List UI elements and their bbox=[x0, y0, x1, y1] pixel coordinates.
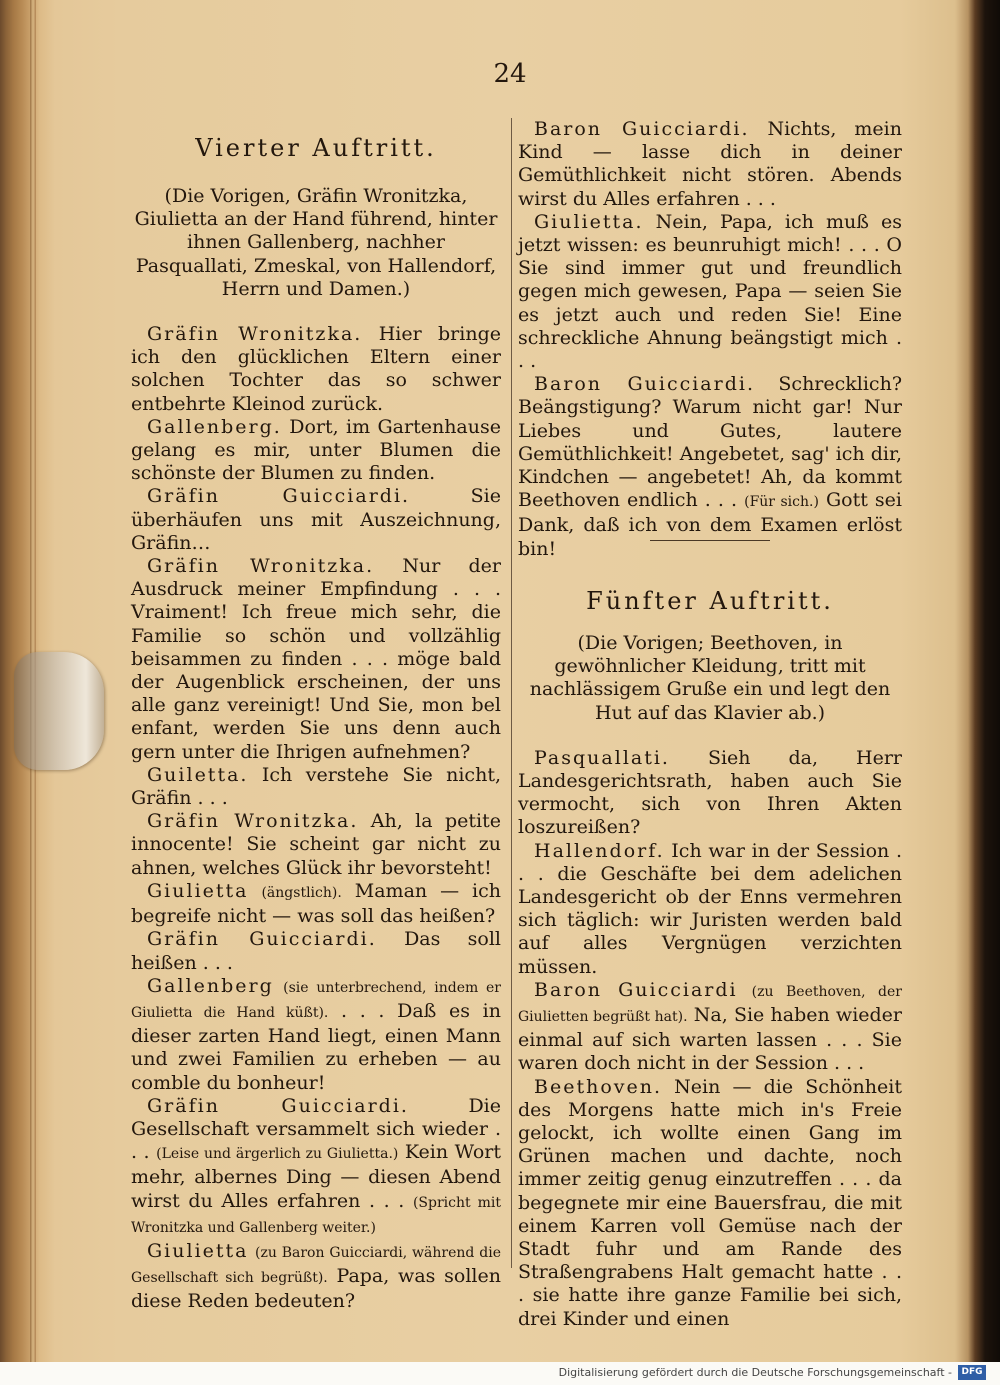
speech-text: Ich verstehe Sie nicht, Gräfin . . . bbox=[131, 763, 501, 810]
speech-text: Das soll heißen . . . bbox=[131, 928, 502, 974]
speech bbox=[131, 880, 501, 928]
speech-text: Papa, was sollen diese Reden bedeuten? bbox=[131, 1265, 501, 1313]
speech bbox=[131, 928, 501, 974]
column-divider bbox=[511, 118, 512, 1268]
scene-divider bbox=[650, 540, 770, 541]
direction: (Leise und ärgerlich zu Giulietta.) bbox=[156, 1146, 399, 1163]
speech bbox=[518, 840, 902, 979]
speaker: Baron Guicciardi bbox=[534, 978, 738, 1001]
speaker: Hallendorf. bbox=[534, 839, 665, 862]
speech-text: Maman — ich begreife nicht — was soll das heißen? bbox=[131, 879, 501, 928]
direction: (ängstlich). bbox=[261, 884, 342, 901]
direction: (Spricht mit Wronitzka und Gallenberg weiter.) bbox=[131, 1194, 502, 1236]
speech bbox=[518, 211, 902, 373]
speaker: Gräfin Wronitzka. bbox=[147, 810, 359, 833]
footer-bar bbox=[0, 1362, 1000, 1385]
direction: (Für sich.) bbox=[744, 494, 819, 511]
speech bbox=[518, 979, 902, 1076]
speech-text: . . . Daß es in dieser zarten Hand liegt, einen Mann und zwei Familien zu erheben — au comble du bonheur! bbox=[131, 999, 501, 1094]
speech-text: Gott sei Dank, daß ich von dem Examen erlöst bin! bbox=[518, 489, 903, 560]
scene-heading-left: Vierter Auftritt. bbox=[195, 134, 437, 162]
speaker: Gräfin Guicciardi. bbox=[147, 928, 377, 951]
speech-text: Hier bringe ich den glücklichen Eltern einer solchen Tochter das so schwer entbehrte Kleinod zurück. bbox=[131, 323, 501, 415]
speech-text: Kein Wort mehr, albernes Ding — diesen Abend wirst du Alles erfahren . . . bbox=[131, 1141, 502, 1212]
stage-direction: (Die Vorigen; Beethoven, in gewöhnlicher Kleidung, tritt mit nachlässigem Gruße ein und legt den Hut auf das Klavier ab.) bbox=[529, 632, 891, 724]
funding-note: Digitalisierung gefördert durch die Deutsche Forschungsgemeinschaft - bbox=[558, 1366, 952, 1379]
speech-text: Ich war in der Session . . . die Geschäfte bei dem adelichen Landesgericht ob der Enns vermehren sich täglich: wir Juristen werden bald auf alles Vergnügen verzichten müssen. bbox=[518, 839, 902, 978]
speech bbox=[131, 810, 501, 880]
speech bbox=[131, 1240, 501, 1314]
speech bbox=[131, 975, 501, 1095]
speech bbox=[131, 1095, 501, 1240]
speaker: Baron Guicciardi. bbox=[534, 118, 750, 140]
speech-text: Dort, im Gartenhause gelang es mir, unter Blumen die schönste der Blumen zu finden. bbox=[131, 415, 501, 485]
right-column-top bbox=[518, 118, 902, 561]
page-number: 24 bbox=[493, 59, 527, 89]
speaker: Pasquallati. bbox=[534, 746, 670, 769]
speech-text: Nein — die Schönheit des Morgens hatte mich in's Freie gelockt, ich wollte einen Gang im Grünen machen und dachte, noch immer zeitig genug einzutreffen . . . da begegnete mir eine Bauersfrau, die mit einem Karren voll Gemüse nach der Stadt fuhr und am Rande des Straßengrabens Halt gemacht hatte . . . sie hatte ihre ganze Familie bei sich, drei Kinder und einen bbox=[518, 1075, 902, 1330]
speech-text: Nichts, mein Kind — lasse dich in deiner Gemüthlichkeit nicht stören. Abends wirst du Alles erfahren . . . bbox=[518, 118, 902, 210]
speaker: Baron Guicciardi. bbox=[534, 373, 755, 396]
scene-heading-right: Fünfter Auftritt. bbox=[586, 587, 834, 615]
speaker: Gräfin Guicciardi. bbox=[147, 1094, 409, 1117]
speech bbox=[131, 485, 501, 555]
speech bbox=[518, 747, 902, 840]
speech bbox=[131, 323, 501, 416]
speech bbox=[131, 416, 501, 486]
speech bbox=[131, 764, 501, 810]
dfg-logo: DFG bbox=[958, 1365, 986, 1380]
speech bbox=[518, 118, 902, 211]
speech-text: Nur der Ausdruck meiner Empfindung . . . Vraiment! Ich freue mich sehr, die Familie so schön und vollzählig beisammen zu finden . . . möge bald der Augenblick erscheinen, der uns alle ganz vereinigt! Und Sie, mon bel enfant, werden Sie uns denn auch gern unter die Ihrigen aufnehmen? bbox=[131, 555, 501, 763]
speaker: Gallenberg. bbox=[147, 415, 282, 438]
speech-text: Sie überhäufen uns mit Auszeichnung, Gräfin… bbox=[131, 485, 501, 554]
speaker: Gräfin Guicciardi. bbox=[147, 485, 411, 508]
right-column-bottom bbox=[518, 632, 902, 1331]
speech bbox=[131, 555, 501, 764]
speech bbox=[518, 373, 902, 561]
stage-direction: (Die Vorigen, Gräfin Wronitzka, Giulietta an der Hand führend, hinter ihnen Gallenberg, nachher Pasquallati, Zmeskal, von Hallendorf, Herrn und Damen.) bbox=[134, 185, 498, 300]
speech-text: Nein, Papa, ich muß es jetzt wissen: es beunruhigt mich! . . . O Sie sind immer gut und freundlich gegen mich gewesen, Papa — seien Sie es jetzt auch und reden Sie! Eine schreckliche Ahnung beängstigt mich . . . bbox=[518, 210, 903, 373]
speaker: Beethoven. bbox=[534, 1075, 663, 1098]
direction: (sie unterbrechend, indem er Giulietta die Hand küßt). bbox=[131, 979, 501, 1021]
page-clip bbox=[14, 652, 104, 770]
speaker: Gräfin Wronitzka. bbox=[147, 555, 375, 578]
left-column bbox=[131, 185, 501, 1314]
speech-text: Ah, la petite innocente! Sie scheint gar nicht zu ahnen, welches Glück ihr bevorsteht! bbox=[131, 810, 501, 879]
speech-text: Na, Sie haben wieder einmal auf sich warten lassen . . . Sie waren doch nicht in der Session . . . bbox=[518, 1004, 903, 1075]
speaker: Gallenberg bbox=[147, 974, 274, 997]
speech-text: Sieh da, Herr Landesgerichtsrath, haben auch Sie vermocht, sich von Ihren Akten loszureißen? bbox=[518, 746, 902, 839]
speaker: Giulietta. bbox=[534, 210, 644, 233]
speech bbox=[518, 1076, 902, 1331]
speaker: Giulietta bbox=[147, 1239, 249, 1262]
direction: (zu Baron Guicciardi, während die Gesellschaft sich begrüßt). bbox=[131, 1244, 501, 1287]
direction: (zu Beethoven, der Giulietten begrüßt hat). bbox=[518, 983, 902, 1026]
speaker: Guiletta. bbox=[147, 763, 249, 786]
speaker: Giulietta bbox=[147, 879, 249, 902]
speech-text: Die Gesellschaft versammelt sich wieder . . . bbox=[131, 1094, 501, 1164]
speaker: Gräfin Wronitzka. bbox=[147, 323, 363, 346]
speech-text: Schrecklich? Beängstigung? Warum nicht gar! Nur Liebes und Gutes, lautere Gemüthlichkeit! Angebetet, sag' ich dir, Kindchen — angebetet! Ah, da kommt Beethoven endlich . . . bbox=[518, 373, 902, 512]
